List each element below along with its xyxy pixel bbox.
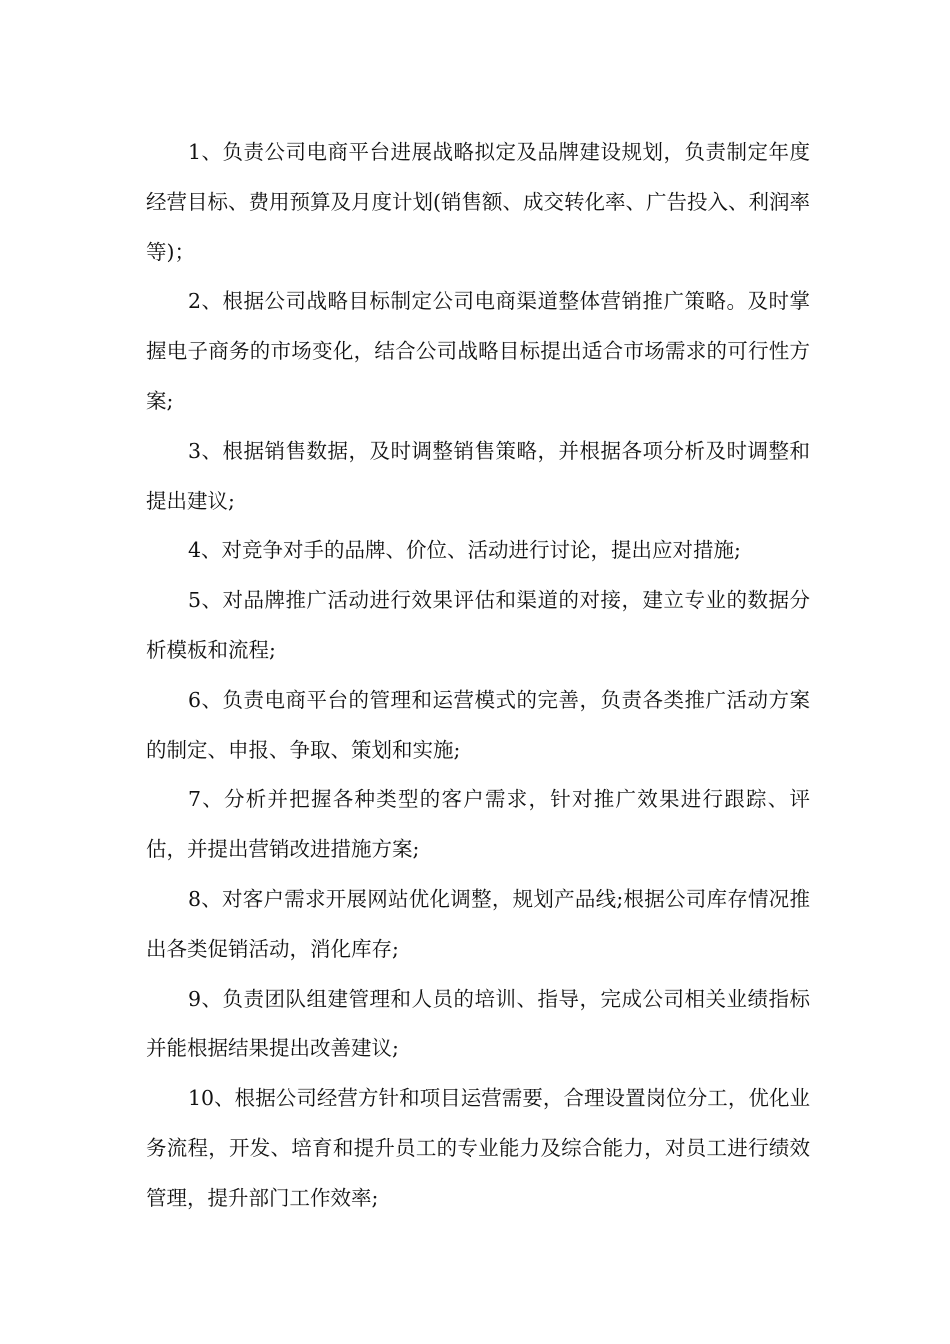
paragraph-10: 10、根据公司经营方针和项目运营需要，合理设置岗位分工，优化业务流程，开发、培育和提升员工的专业能力及综合能力，对员工进行绩效管理，提升部门工作效率; bbox=[146, 1086, 810, 1210]
paragraph-7: 7、分析并把握各种类型的客户需求，针对推广效果进行跟踪、评估，并提出营销改进措施方案; bbox=[146, 787, 810, 862]
paragraph-3: 3、根据销售数据，及时调整销售策略，并根据各项分析及时调整和提出建议; bbox=[146, 438, 810, 513]
paragraph-4: 4、对竞争对手的品牌、价位、活动进行讨论，提出应对措施; bbox=[188, 538, 741, 563]
paragraph-2: 2、根据公司战略目标制定公司电商渠道整体营销推广策略。及时掌握电子商务的市场变化，结合公司战略目标提出适合市场需求的可行性方案; bbox=[146, 289, 810, 413]
document-body bbox=[146, 128, 810, 1224]
paragraph-6: 6、负责电商平台的管理和运营模式的完善，负责各类推广活动方案的制定、申报、争取、策划和实施; bbox=[146, 687, 810, 762]
paragraph-5: 5、对品牌推广活动进行效果评估和渠道的对接，建立专业的数据分析模板和流程; bbox=[146, 588, 810, 662]
paragraph-8: 8、对客户需求开展网站优化调整，规划产品线;根据公司库存情况推出各类促销活动，消化库存; bbox=[146, 886, 810, 961]
paragraph-9: 9、负责团队组建管理和人员的培训、指导，完成公司相关业绩指标并能根据结果提出改善建议; bbox=[146, 986, 810, 1061]
paragraph-1: 1、负责公司电商平台进展战略拟定及品牌建设规划，负责制定年度经营目标、费用预算及月度计划(销售额、成交转化率、广告投入、利润率等)； bbox=[146, 140, 810, 264]
